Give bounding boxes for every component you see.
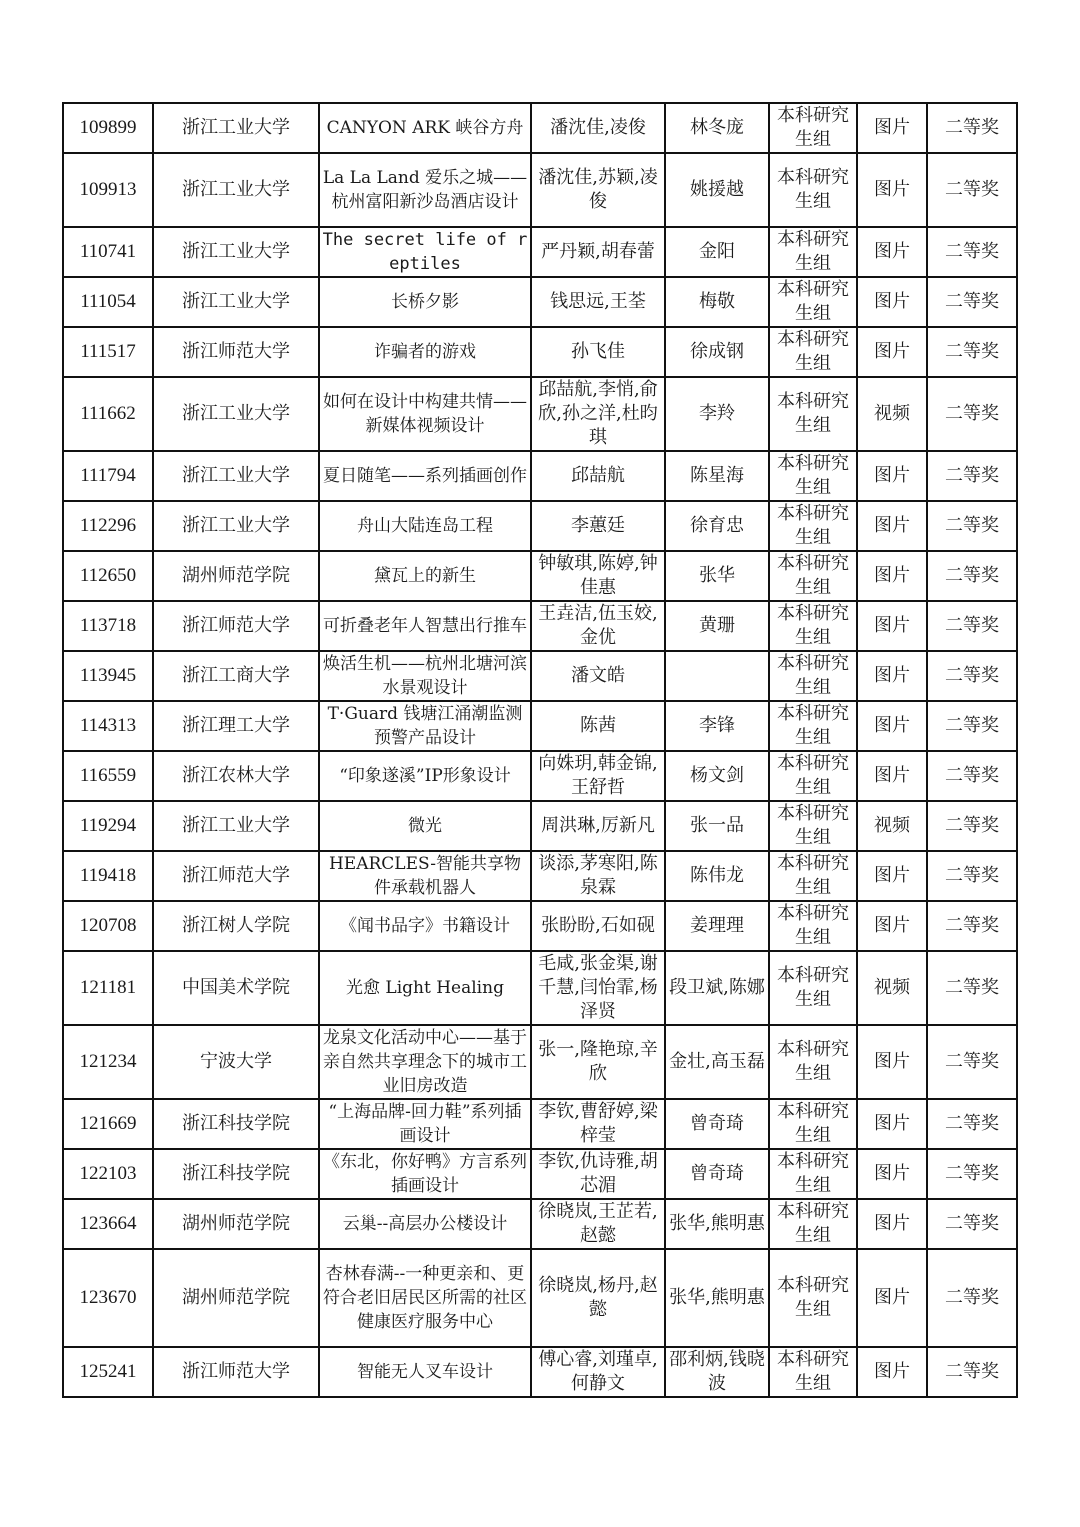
school-cell: 浙江工业大学 — [153, 801, 319, 851]
award-cell: 二等奖 — [927, 851, 1017, 901]
group-cell: 本科研究生组 — [769, 501, 857, 551]
work-title-cell: 光愈 Light Healing — [319, 951, 531, 1025]
award-cell: 二等奖 — [927, 1099, 1017, 1149]
school-cell: 浙江树人学院 — [153, 901, 319, 951]
award-cell: 二等奖 — [927, 651, 1017, 701]
award-cell: 二等奖 — [927, 277, 1017, 327]
advisor-cell: 张华,熊明惠 — [665, 1249, 769, 1347]
award-cell: 二等奖 — [927, 377, 1017, 451]
school-cell: 宁波大学 — [153, 1025, 319, 1099]
table-row — [63, 451, 1017, 501]
advisor-cell: 陈星海 — [665, 451, 769, 501]
school-cell: 浙江师范大学 — [153, 1347, 319, 1397]
authors-cell: 邱喆航,李悄,俞欣,孙之洋,杜昀琪 — [531, 377, 665, 451]
award-cell: 二等奖 — [927, 751, 1017, 801]
entry-id-cell: 114313 — [63, 701, 153, 751]
work-title-cell: 云巢--高层办公楼设计 — [319, 1199, 531, 1249]
award-cell: 二等奖 — [927, 1149, 1017, 1199]
table-row — [63, 601, 1017, 651]
group-cell: 本科研究生组 — [769, 1025, 857, 1099]
school-cell: 浙江工业大学 — [153, 153, 319, 227]
work-title-cell: 《闻书品字》书籍设计 — [319, 901, 531, 951]
group-cell: 本科研究生组 — [769, 1099, 857, 1149]
work-title-cell: 可折叠老年人智慧出行推车 — [319, 601, 531, 651]
school-cell: 浙江工业大学 — [153, 103, 319, 153]
award-cell: 二等奖 — [927, 1025, 1017, 1099]
table-row — [63, 801, 1017, 851]
group-cell: 本科研究生组 — [769, 277, 857, 327]
award-cell: 二等奖 — [927, 327, 1017, 377]
group-cell: 本科研究生组 — [769, 601, 857, 651]
school-cell: 浙江师范大学 — [153, 601, 319, 651]
entry-id-cell: 111054 — [63, 277, 153, 327]
authors-cell: 王垚洁,伍玉姣,金优 — [531, 601, 665, 651]
work-type-cell: 图片 — [857, 227, 927, 277]
authors-cell: 向姝玥,韩金锦,王舒哲 — [531, 751, 665, 801]
group-cell: 本科研究生组 — [769, 901, 857, 951]
school-cell: 浙江工业大学 — [153, 377, 319, 451]
entry-id-cell: 123670 — [63, 1249, 153, 1347]
work-type-cell: 图片 — [857, 327, 927, 377]
award-cell: 二等奖 — [927, 1347, 1017, 1397]
table-row — [63, 377, 1017, 451]
work-type-cell: 图片 — [857, 1347, 927, 1397]
work-type-cell: 视频 — [857, 951, 927, 1025]
group-cell: 本科研究生组 — [769, 377, 857, 451]
table-row — [63, 153, 1017, 227]
school-cell: 浙江科技学院 — [153, 1099, 319, 1149]
award-cell: 二等奖 — [927, 901, 1017, 951]
authors-cell: 潘沈佳,苏颖,凌俊 — [531, 153, 665, 227]
work-type-cell: 图片 — [857, 1249, 927, 1347]
advisor-cell: 陈伟龙 — [665, 851, 769, 901]
group-cell: 本科研究生组 — [769, 1149, 857, 1199]
award-cell: 二等奖 — [927, 1249, 1017, 1347]
work-type-cell: 图片 — [857, 601, 927, 651]
entry-id-cell: 113718 — [63, 601, 153, 651]
award-cell: 二等奖 — [927, 601, 1017, 651]
work-title-cell: 舟山大陆连岛工程 — [319, 501, 531, 551]
school-cell: 湖州师范学院 — [153, 1199, 319, 1249]
work-title-cell: “上海品牌-回力鞋”系列插画设计 — [319, 1099, 531, 1149]
authors-cell: 潘沈佳,凌俊 — [531, 103, 665, 153]
work-title-cell: 诈骗者的游戏 — [319, 327, 531, 377]
group-cell: 本科研究生组 — [769, 451, 857, 501]
advisor-cell: 张华 — [665, 551, 769, 601]
entry-id-cell: 123664 — [63, 1199, 153, 1249]
work-type-cell: 图片 — [857, 501, 927, 551]
advisor-cell: 徐育忠 — [665, 501, 769, 551]
work-type-cell: 图片 — [857, 701, 927, 751]
authors-cell: 钱思远,王荃 — [531, 277, 665, 327]
group-cell: 本科研究生组 — [769, 327, 857, 377]
table-row — [63, 751, 1017, 801]
school-cell: 湖州师范学院 — [153, 1249, 319, 1347]
group-cell: 本科研究生组 — [769, 801, 857, 851]
work-title-cell: The secret life of reptiles — [319, 227, 531, 277]
authors-cell: 徐晓岚,王芷若,赵懿 — [531, 1199, 665, 1249]
group-cell: 本科研究生组 — [769, 751, 857, 801]
authors-cell: 李钦,仇诗雅,胡芯湄 — [531, 1149, 665, 1199]
authors-cell: 周洪琳,厉新凡 — [531, 801, 665, 851]
advisor-cell: 姚援越 — [665, 153, 769, 227]
school-cell: 浙江科技学院 — [153, 1149, 319, 1199]
authors-cell: 徐晓岚,杨丹,赵懿 — [531, 1249, 665, 1347]
authors-cell: 孙飞佳 — [531, 327, 665, 377]
work-title-cell: 《东北，你好鸭》方言系列插画设计 — [319, 1149, 531, 1199]
work-type-cell: 图片 — [857, 451, 927, 501]
group-cell: 本科研究生组 — [769, 227, 857, 277]
advisor-cell: 姜理理 — [665, 901, 769, 951]
entry-id-cell: 110741 — [63, 227, 153, 277]
work-type-cell: 图片 — [857, 1199, 927, 1249]
advisor-cell: 曾奇琦 — [665, 1149, 769, 1199]
school-cell: 浙江工业大学 — [153, 277, 319, 327]
school-cell: 浙江工业大学 — [153, 501, 319, 551]
table-row — [63, 1149, 1017, 1199]
work-type-cell: 图片 — [857, 651, 927, 701]
work-title-cell: 长桥夕影 — [319, 277, 531, 327]
work-title-cell: 杏林春满--一种更亲和、更符合老旧居民区所需的社区健康医疗服务中心 — [319, 1249, 531, 1347]
table-row — [63, 551, 1017, 601]
entry-id-cell: 111662 — [63, 377, 153, 451]
table-row — [63, 651, 1017, 701]
table-row — [63, 1249, 1017, 1347]
award-cell: 二等奖 — [927, 1199, 1017, 1249]
table-row — [63, 851, 1017, 901]
authors-cell: 谈添,茅寒阳,陈泉霖 — [531, 851, 665, 901]
award-table-body — [63, 103, 1017, 1397]
work-type-cell: 图片 — [857, 751, 927, 801]
advisor-cell: 曾奇琦 — [665, 1099, 769, 1149]
advisor-cell: 黄珊 — [665, 601, 769, 651]
award-cell: 二等奖 — [927, 951, 1017, 1025]
school-cell: 中国美术学院 — [153, 951, 319, 1025]
work-type-cell: 图片 — [857, 1149, 927, 1199]
school-cell: 浙江工业大学 — [153, 451, 319, 501]
authors-cell: 毛咸,张金渠,谢千慧,闫怡霏,杨泽贤 — [531, 951, 665, 1025]
table-row — [63, 951, 1017, 1025]
entry-id-cell: 121234 — [63, 1025, 153, 1099]
table-row — [63, 1099, 1017, 1149]
entry-id-cell: 122103 — [63, 1149, 153, 1199]
table-row — [63, 701, 1017, 751]
advisor-cell: 张华,熊明惠 — [665, 1199, 769, 1249]
group-cell: 本科研究生组 — [769, 951, 857, 1025]
work-type-cell: 图片 — [857, 851, 927, 901]
work-title-cell: T·Guard 钱塘江涌潮监测预警产品设计 — [319, 701, 531, 751]
work-type-cell: 图片 — [857, 1025, 927, 1099]
award-cell: 二等奖 — [927, 501, 1017, 551]
group-cell: 本科研究生组 — [769, 1199, 857, 1249]
advisor-cell: 张一品 — [665, 801, 769, 851]
award-cell: 二等奖 — [927, 451, 1017, 501]
entry-id-cell: 111517 — [63, 327, 153, 377]
table-row — [63, 501, 1017, 551]
table-row — [63, 1347, 1017, 1397]
school-cell: 浙江工业大学 — [153, 227, 319, 277]
group-cell: 本科研究生组 — [769, 551, 857, 601]
award-table — [62, 102, 1018, 1398]
work-title-cell: 焕活生机——杭州北塘河滨水景观设计 — [319, 651, 531, 701]
table-row — [63, 1199, 1017, 1249]
group-cell: 本科研究生组 — [769, 701, 857, 751]
school-cell: 湖州师范学院 — [153, 551, 319, 601]
award-cell: 二等奖 — [927, 801, 1017, 851]
school-cell: 浙江工商大学 — [153, 651, 319, 701]
entry-id-cell: 109913 — [63, 153, 153, 227]
entry-id-cell: 121669 — [63, 1099, 153, 1149]
advisor-cell — [665, 651, 769, 701]
authors-cell: 严丹颖,胡春蕾 — [531, 227, 665, 277]
group-cell: 本科研究生组 — [769, 153, 857, 227]
work-type-cell: 视频 — [857, 377, 927, 451]
award-cell: 二等奖 — [927, 701, 1017, 751]
advisor-cell: 林冬庞 — [665, 103, 769, 153]
advisor-cell: 金阳 — [665, 227, 769, 277]
advisor-cell: 徐成钢 — [665, 327, 769, 377]
authors-cell: 钟敏琪,陈婷,钟佳惠 — [531, 551, 665, 601]
work-type-cell: 视频 — [857, 801, 927, 851]
group-cell: 本科研究生组 — [769, 851, 857, 901]
group-cell: 本科研究生组 — [769, 103, 857, 153]
entry-id-cell: 112296 — [63, 501, 153, 551]
work-type-cell: 图片 — [857, 551, 927, 601]
entry-id-cell: 121181 — [63, 951, 153, 1025]
entry-id-cell: 113945 — [63, 651, 153, 701]
entry-id-cell: 109899 — [63, 103, 153, 153]
entry-id-cell: 116559 — [63, 751, 153, 801]
authors-cell: 陈茜 — [531, 701, 665, 751]
work-title-cell: “印象遂溪”IP形象设计 — [319, 751, 531, 801]
entry-id-cell: 111794 — [63, 451, 153, 501]
authors-cell: 潘文皓 — [531, 651, 665, 701]
school-cell: 浙江师范大学 — [153, 327, 319, 377]
work-title-cell: HEARCLES-智能共享物件承载机器人 — [319, 851, 531, 901]
entry-id-cell: 125241 — [63, 1347, 153, 1397]
work-title-cell: La La Land 爱乐之城——杭州富阳新沙岛酒店设计 — [319, 153, 531, 227]
award-list-page — [62, 102, 1016, 1398]
work-title-cell: 智能无人叉车设计 — [319, 1347, 531, 1397]
advisor-cell: 梅敬 — [665, 277, 769, 327]
work-type-cell: 图片 — [857, 153, 927, 227]
authors-cell: 张一,隆艳琼,辛欣 — [531, 1025, 665, 1099]
table-row — [63, 103, 1017, 153]
authors-cell: 李蕙廷 — [531, 501, 665, 551]
advisor-cell: 邵利炳,钱晓波 — [665, 1347, 769, 1397]
work-title-cell: 微光 — [319, 801, 531, 851]
table-row — [63, 227, 1017, 277]
advisor-cell: 李锋 — [665, 701, 769, 751]
group-cell: 本科研究生组 — [769, 1249, 857, 1347]
work-type-cell: 图片 — [857, 1099, 927, 1149]
award-cell: 二等奖 — [927, 153, 1017, 227]
entry-id-cell: 120708 — [63, 901, 153, 951]
school-cell: 浙江农林大学 — [153, 751, 319, 801]
entry-id-cell: 112650 — [63, 551, 153, 601]
authors-cell: 邱喆航 — [531, 451, 665, 501]
work-type-cell: 图片 — [857, 277, 927, 327]
school-cell: 浙江师范大学 — [153, 851, 319, 901]
table-row — [63, 277, 1017, 327]
advisor-cell: 段卫斌,陈娜 — [665, 951, 769, 1025]
advisor-cell: 金壮,高玉磊 — [665, 1025, 769, 1099]
work-title-cell: 夏日随笔——系列插画创作 — [319, 451, 531, 501]
group-cell: 本科研究生组 — [769, 1347, 857, 1397]
table-row — [63, 1025, 1017, 1099]
work-title-cell: 黛瓦上的新生 — [319, 551, 531, 601]
authors-cell: 张盼盼,石如砚 — [531, 901, 665, 951]
work-title-cell: 如何在设计中构建共情——新媒体视频设计 — [319, 377, 531, 451]
table-row — [63, 901, 1017, 951]
authors-cell: 傅心睿,刘瑾卓,何静文 — [531, 1347, 665, 1397]
advisor-cell: 李羚 — [665, 377, 769, 451]
work-title-cell: 龙泉文化活动中心——基于亲自然共享理念下的城市工业旧房改造 — [319, 1025, 531, 1099]
work-title-cell: CANYON ARK 峡谷方舟 — [319, 103, 531, 153]
table-row — [63, 327, 1017, 377]
entry-id-cell: 119418 — [63, 851, 153, 901]
award-cell: 二等奖 — [927, 551, 1017, 601]
work-type-cell: 图片 — [857, 901, 927, 951]
award-cell: 二等奖 — [927, 103, 1017, 153]
school-cell: 浙江理工大学 — [153, 701, 319, 751]
advisor-cell: 杨文剑 — [665, 751, 769, 801]
authors-cell: 李钦,曹舒婷,梁梓莹 — [531, 1099, 665, 1149]
entry-id-cell: 119294 — [63, 801, 153, 851]
work-type-cell: 图片 — [857, 103, 927, 153]
award-cell: 二等奖 — [927, 227, 1017, 277]
group-cell: 本科研究生组 — [769, 651, 857, 701]
